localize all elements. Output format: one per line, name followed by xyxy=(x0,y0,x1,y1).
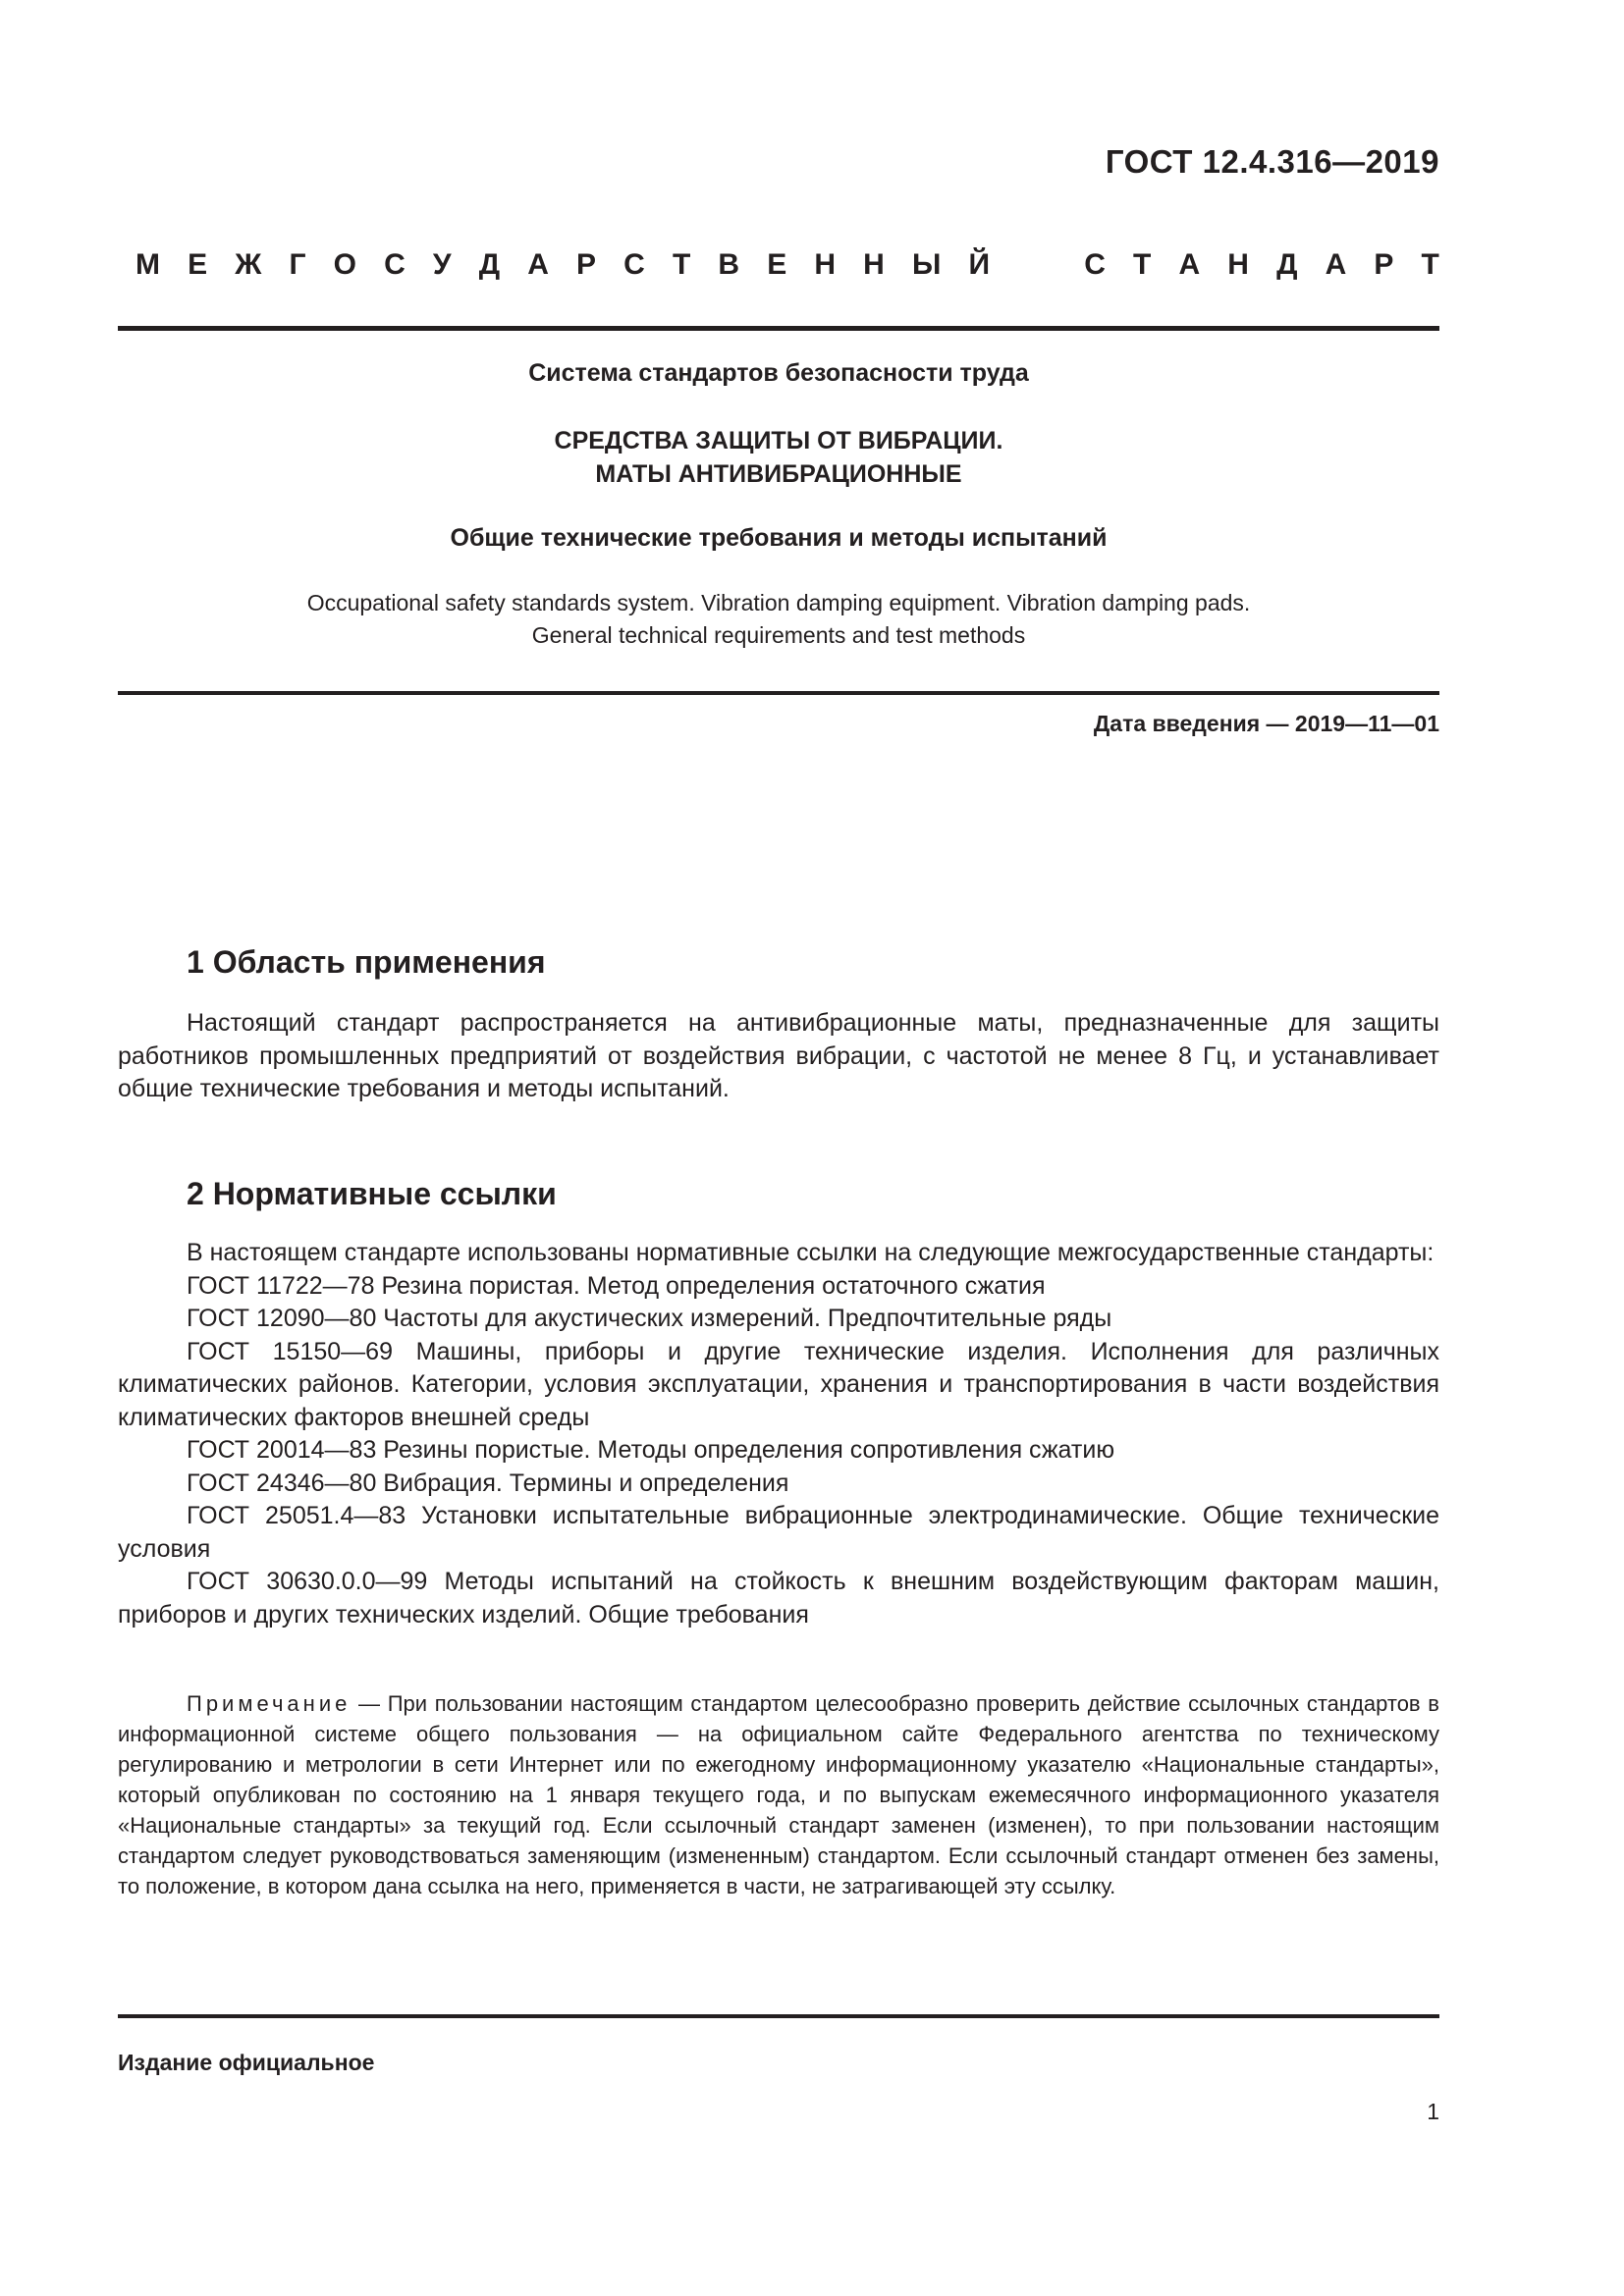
standard-type-letter: Р xyxy=(1374,248,1394,281)
word-gap xyxy=(1017,248,1056,282)
standard-type-letter: А xyxy=(1325,248,1347,281)
standard-type-letter: Н xyxy=(1227,248,1249,281)
standard-type-letter: Н xyxy=(863,248,885,281)
standard-type-letter: М xyxy=(135,248,160,281)
standard-type-letter: Й xyxy=(968,248,990,281)
standard-type-letter: Т xyxy=(1421,248,1439,281)
standard-type-letter: С xyxy=(1084,248,1106,281)
document-page xyxy=(118,0,1439,2296)
reference-item: ГОСТ 25051.4—83 Установки испытательные вибрационные электродинамические. Общие технические условия xyxy=(118,1502,1439,1563)
section-references-body xyxy=(118,1237,1439,1631)
english-title-line: General technical requirements and test methods xyxy=(531,622,1026,648)
reference-item: ГОСТ 12090—80 Частоты для акустических измерений. Предпочтительные ряды xyxy=(187,1305,1112,1332)
header-divider xyxy=(118,326,1439,331)
reference-item: ГОСТ 30630.0.0—99 Методы испытаний на стойкость к внешним воздействующим факторам машин, приборов и других технических изделий. Общие требования xyxy=(118,1568,1439,1629)
note xyxy=(118,1688,1439,1901)
paragraph: Настоящий стандарт распространяется на антивибрационные маты, предназначенные для защиты работников промышленных предприятий от воздействия вибрации, с частотой не менее 8 Гц, и устанавливает общие технические требования и методы испытаний. xyxy=(118,1009,1439,1102)
subtitle: Общие технические требования и методы испытаний xyxy=(450,524,1108,552)
standard-type-letter: Д xyxy=(478,248,501,281)
standard-type-letter: Д xyxy=(1276,248,1298,281)
english-title-line: Occupational safety standards system. Vibration damping equipment. Vibration damping pads. xyxy=(306,590,1251,615)
standard-type-letter: Ж xyxy=(235,248,262,281)
reference-item: ГОСТ 15150—69 Машины, приборы и другие технические изделия. Исполнения для различных климатических районов. Категории, условия эксплуатации, хранения и транспортирования в части воздействия климатических факторов внешней среды xyxy=(118,1337,1439,1431)
page-number: 1 xyxy=(1427,2099,1439,2124)
section-scope-body xyxy=(118,1007,1439,1106)
standard-type-letter: Р xyxy=(576,248,597,281)
reference-item: ГОСТ 24346—80 Вибрация. Термины и определения xyxy=(187,1468,789,1497)
note-text: — При пользовании настоящим стандартом целесообразно проверить действие ссылочных стандартов в информационной системе общего пользования — на официальном сайте Федерального агентства по техническому регулированию и метрологии в сети Интернет или по ежегодному информационному указателю «Национальные стандарты», который опубликован по состоянию на 1 января текущего года, и по выпускам ежемесячного информационного указателя «Национальные стандарты» за текущий год. Если ссылочный стандарт заменен (изменен), то при пользовании настоящим стандартом следует руководствоваться заменяющим (измененным) стандартом. Если ссылочный стандарт отменен без замены, то положение, в котором дана ссылка на него, применяется в части, не затрагивающей эту ссылку. xyxy=(118,1691,1439,1898)
paragraph: В настоящем стандарте использованы нормативные ссылки на следующие межгосударственные стандарты: xyxy=(187,1239,1435,1266)
standard-type-letter: У xyxy=(432,248,452,281)
footer-divider xyxy=(118,2014,1439,2018)
main-title-line: МАТЫ АНТИВИБРАЦИОННЫЕ xyxy=(595,460,962,488)
standard-type-letter: Т xyxy=(1133,248,1152,281)
main-title-line: СРЕДСТВА ЗАЩИТЫ ОТ ВИБРАЦИИ. xyxy=(554,427,1003,454)
standard-type-letter: А xyxy=(1178,248,1201,281)
standard-type-letter: Н xyxy=(814,248,837,281)
standard-type-letter: Е xyxy=(767,248,787,281)
introduction-date: Дата введения — 2019—11—01 xyxy=(1093,711,1439,736)
standard-type-letter: В xyxy=(718,248,740,281)
standard-type-letter: Ы xyxy=(911,248,942,281)
document-number: ГОСТ 12.4.316—2019 xyxy=(1105,143,1439,180)
standard-type-heading xyxy=(135,248,1439,282)
note-label: Примечание xyxy=(187,1691,352,1716)
standard-type-letter: О xyxy=(333,248,356,281)
english-title xyxy=(118,587,1439,652)
section-heading-scope: 1 Область применения xyxy=(187,944,546,980)
reference-item: ГОСТ 20014—83 Резины пористые. Методы определения сопротивления сжатию xyxy=(187,1436,1115,1464)
standard-type-letter: Е xyxy=(188,248,208,281)
standard-type-letter: С xyxy=(384,248,406,281)
edition-label: Издание официальное xyxy=(118,2050,375,2075)
title-divider xyxy=(118,691,1439,695)
standard-type-letter: Г xyxy=(289,248,306,281)
section-heading-references: 2 Нормативные ссылки xyxy=(187,1176,557,1211)
system-title: Система стандартов безопасности труда xyxy=(528,359,1029,387)
standard-type-letter: А xyxy=(527,248,549,281)
main-title xyxy=(118,424,1439,491)
standard-type-letter: С xyxy=(623,248,645,281)
reference-item: ГОСТ 11722—78 Резина пористая. Метод определения остаточного сжатия xyxy=(187,1271,1046,1300)
standard-type-letter: Т xyxy=(672,248,691,281)
